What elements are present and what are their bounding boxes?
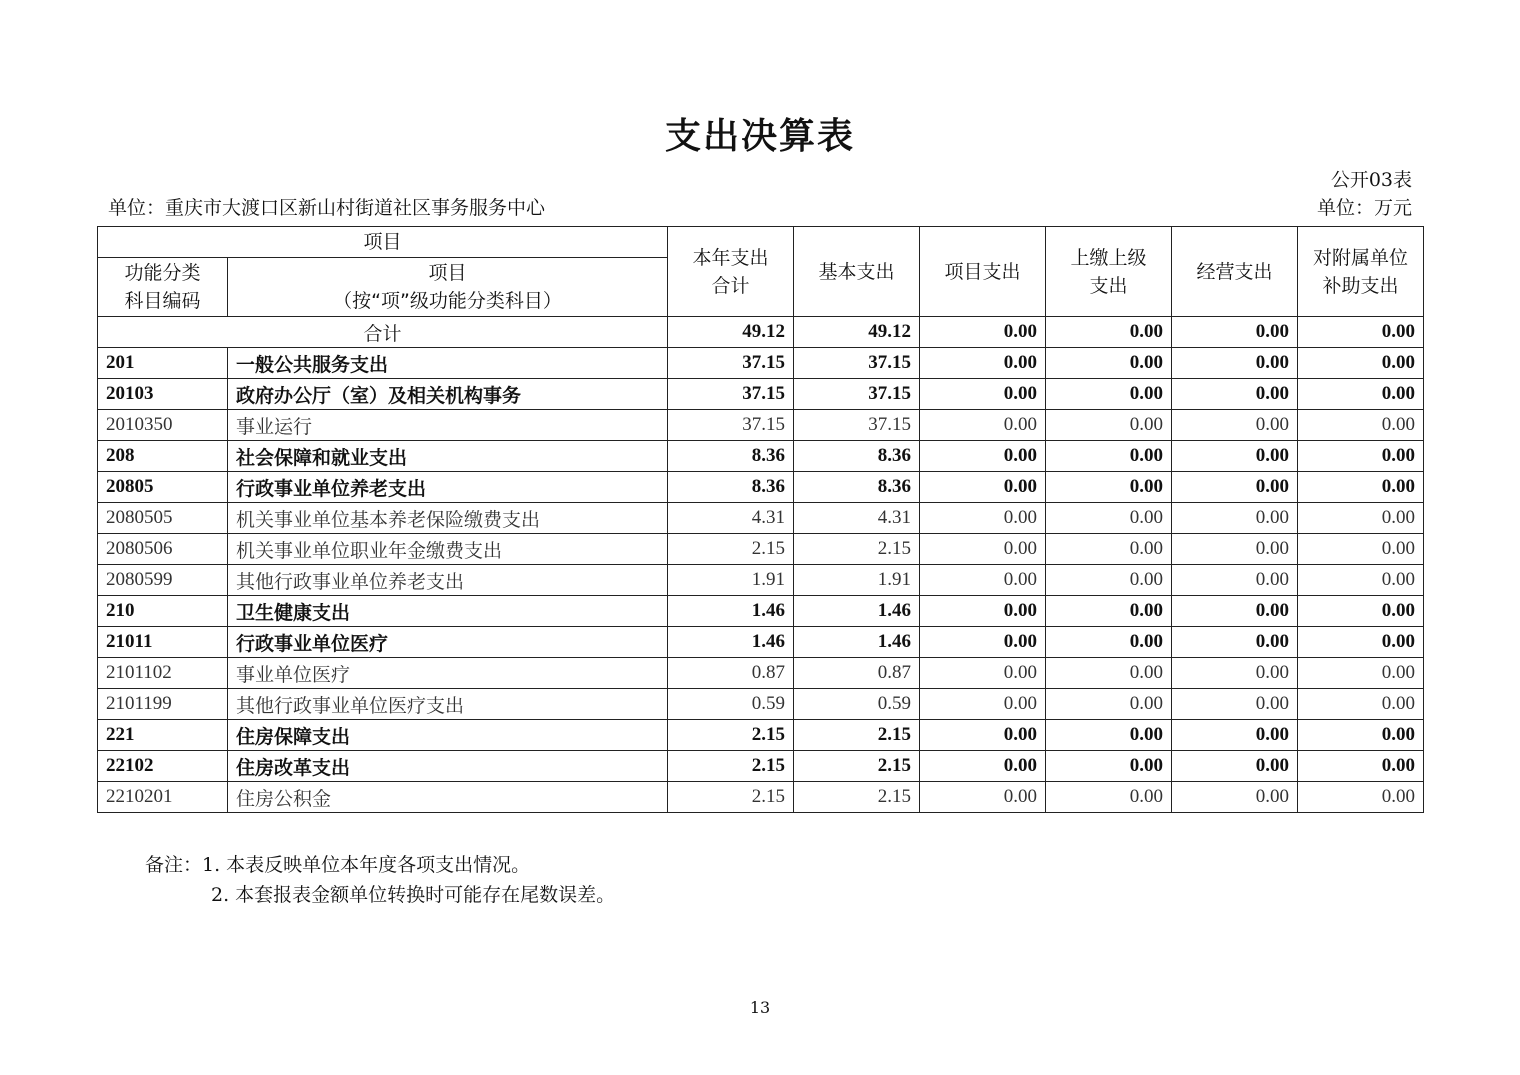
cell-value: 0.00 <box>1172 782 1298 813</box>
cell-value: 0.00 <box>1298 441 1424 472</box>
cell-value: 4.31 <box>794 503 920 534</box>
cell-value: 2.15 <box>668 534 794 565</box>
row-code: 2210201 <box>98 782 228 813</box>
cell-value: 0.00 <box>1046 472 1172 503</box>
cell-value: 0.00 <box>1046 782 1172 813</box>
table-row <box>98 751 1424 782</box>
cell-value: 0.00 <box>1046 410 1172 441</box>
cell-value: 2.15 <box>794 720 920 751</box>
cell-value: 0.87 <box>794 658 920 689</box>
cell-value: 0.00 <box>1298 534 1424 565</box>
cell-value: 0.00 <box>920 503 1046 534</box>
table-row <box>98 534 1424 565</box>
cell-value: 0.00 <box>1298 627 1424 658</box>
row-name: 事业运行 <box>228 410 668 441</box>
cell-value: 0.00 <box>1046 441 1172 472</box>
cell-value: 0.00 <box>920 565 1046 596</box>
row-name: 一般公共服务支出 <box>228 348 668 379</box>
cell-value: 0.00 <box>1172 410 1298 441</box>
row-name: 机关事业单位职业年金缴费支出 <box>228 534 668 565</box>
cell-value: 0.00 <box>1046 720 1172 751</box>
cell-value: 0.00 <box>1172 441 1298 472</box>
cell-value: 0.00 <box>1298 782 1424 813</box>
table-row <box>98 503 1424 534</box>
cell-value: 0.00 <box>1172 658 1298 689</box>
cell-value: 0.00 <box>1298 317 1424 348</box>
cell-value: 0.00 <box>920 472 1046 503</box>
cell-value: 37.15 <box>668 348 794 379</box>
cell-value: 0.00 <box>1046 379 1172 410</box>
row-name: 行政事业单位养老支出 <box>228 472 668 503</box>
cell-value: 0.00 <box>920 627 1046 658</box>
table-row <box>98 472 1424 503</box>
cell-value: 1.46 <box>794 627 920 658</box>
cell-value: 0.00 <box>920 379 1046 410</box>
row-code: 210 <box>98 596 228 627</box>
header-upper-level: 上缴上级 支出 <box>1046 227 1172 317</box>
row-code: 2080599 <box>98 565 228 596</box>
cell-value: 1.46 <box>794 596 920 627</box>
header-basic: 基本支出 <box>794 227 920 317</box>
cell-value: 0.00 <box>920 689 1046 720</box>
cell-value: 0.00 <box>1046 627 1172 658</box>
page-number: 13 <box>749 998 771 1017</box>
header-row-1 <box>98 227 1424 258</box>
row-name: 政府办公厅（室）及相关机构事务 <box>228 379 668 410</box>
cell-value: 0.00 <box>1298 410 1424 441</box>
cell-value: 1.46 <box>668 596 794 627</box>
cell-value: 0.00 <box>1298 596 1424 627</box>
cell-value: 0.00 <box>1172 751 1298 782</box>
row-code: 2080505 <box>98 503 228 534</box>
cell-value: 0.00 <box>1172 503 1298 534</box>
cell-value: 0.00 <box>920 751 1046 782</box>
cell-value: 0.00 <box>1298 720 1424 751</box>
cell-value: 0.59 <box>668 689 794 720</box>
expenditure-table <box>97 226 1424 813</box>
cell-value: 1.46 <box>668 627 794 658</box>
cell-value: 0.00 <box>1172 379 1298 410</box>
cell-value: 8.36 <box>794 472 920 503</box>
cell-value: 2.15 <box>668 720 794 751</box>
cell-value: 37.15 <box>668 410 794 441</box>
row-name: 住房保障支出 <box>228 720 668 751</box>
cell-value: 37.15 <box>668 379 794 410</box>
cell-value: 0.00 <box>1298 751 1424 782</box>
cell-value: 0.00 <box>920 720 1046 751</box>
cell-value: 0.00 <box>1046 751 1172 782</box>
cell-value: 0.00 <box>1298 348 1424 379</box>
table-row <box>98 410 1424 441</box>
row-name: 住房改革支出 <box>228 751 668 782</box>
row-code: 2010350 <box>98 410 228 441</box>
cell-value: 37.15 <box>794 379 920 410</box>
cell-value: 0.00 <box>1046 689 1172 720</box>
cell-value: 0.00 <box>920 782 1046 813</box>
cell-value: 8.36 <box>668 472 794 503</box>
header-item: 项目 （按“项”级功能分类科目） <box>228 258 668 317</box>
row-code: 21011 <box>98 627 228 658</box>
cell-value: 0.00 <box>1298 689 1424 720</box>
header-project: 项目 <box>98 227 668 258</box>
row-name: 卫生健康支出 <box>228 596 668 627</box>
cell-value: 0.00 <box>1172 596 1298 627</box>
cell-value: 0.00 <box>920 410 1046 441</box>
row-name: 机关事业单位基本养老保险缴费支出 <box>228 503 668 534</box>
table-row <box>98 565 1424 596</box>
cell-value: 0.00 <box>1172 720 1298 751</box>
cell-value: 0.00 <box>1046 503 1172 534</box>
cell-value: 49.12 <box>668 317 794 348</box>
table-row <box>98 441 1424 472</box>
cell-value: 0.87 <box>668 658 794 689</box>
cell-value: 2.15 <box>668 751 794 782</box>
row-code: 20103 <box>98 379 228 410</box>
table-row <box>98 627 1424 658</box>
note-line-1: 备注：1. 本表反映单位本年度各项支出情况。 <box>145 854 531 876</box>
table-row <box>98 348 1424 379</box>
cell-value: 0.00 <box>1046 534 1172 565</box>
currency-unit: 单位：万元 <box>1316 197 1412 219</box>
row-name: 其他行政事业单位医疗支出 <box>228 689 668 720</box>
row-name: 住房公积金 <box>228 782 668 813</box>
page-title: 支出决算表 <box>664 116 855 157</box>
cell-value: 0.00 <box>1172 627 1298 658</box>
row-name: 行政事业单位医疗 <box>228 627 668 658</box>
table-row <box>98 658 1424 689</box>
form-number: 公开03表 <box>1330 169 1412 191</box>
cell-value: 0.00 <box>920 441 1046 472</box>
note-line-2: 2. 本套报表金额单位转换时可能存在尾数误差。 <box>211 884 616 906</box>
cell-value: 0.00 <box>1172 689 1298 720</box>
cell-value: 0.00 <box>1298 503 1424 534</box>
cell-value: 4.31 <box>668 503 794 534</box>
cell-value: 0.00 <box>1172 565 1298 596</box>
cell-value: 8.36 <box>794 441 920 472</box>
table-row <box>98 596 1424 627</box>
row-code: 201 <box>98 348 228 379</box>
cell-value: 37.15 <box>794 348 920 379</box>
cell-value: 0.00 <box>1046 596 1172 627</box>
row-code: 2101199 <box>98 689 228 720</box>
cell-value: 2.15 <box>668 782 794 813</box>
row-name: 社会保障和就业支出 <box>228 441 668 472</box>
table-row <box>98 782 1424 813</box>
row-name: 其他行政事业单位养老支出 <box>228 565 668 596</box>
cell-value: 0.00 <box>1172 534 1298 565</box>
total-label: 合计 <box>98 317 668 348</box>
row-code: 221 <box>98 720 228 751</box>
table-row <box>98 720 1424 751</box>
cell-value: 0.00 <box>920 317 1046 348</box>
header-operating: 经营支出 <box>1172 227 1298 317</box>
table-row <box>98 689 1424 720</box>
header-code: 功能分类 科目编码 <box>98 258 228 317</box>
cell-value: 37.15 <box>794 410 920 441</box>
notes <box>145 850 615 910</box>
row-code: 2080506 <box>98 534 228 565</box>
header-project-expenditure: 项目支出 <box>920 227 1046 317</box>
row-code: 2101102 <box>98 658 228 689</box>
row-code: 20805 <box>98 472 228 503</box>
cell-value: 2.15 <box>794 534 920 565</box>
cell-value: 0.00 <box>1172 348 1298 379</box>
cell-value: 0.00 <box>1298 565 1424 596</box>
cell-value: 0.00 <box>1046 348 1172 379</box>
cell-value: 2.15 <box>794 751 920 782</box>
header-subsidy: 对附属单位 补助支出 <box>1298 227 1424 317</box>
row-code: 22102 <box>98 751 228 782</box>
row-code: 208 <box>98 441 228 472</box>
cell-value: 0.00 <box>1172 317 1298 348</box>
cell-value: 0.59 <box>794 689 920 720</box>
cell-value: 1.91 <box>794 565 920 596</box>
cell-value: 0.00 <box>920 658 1046 689</box>
cell-value: 0.00 <box>1298 658 1424 689</box>
cell-value: 2.15 <box>794 782 920 813</box>
reporting-unit: 单位：重庆市大渡口区新山村街道社区事务服务中心 <box>108 197 546 219</box>
total-row <box>98 317 1424 348</box>
cell-value: 0.00 <box>920 596 1046 627</box>
cell-value: 0.00 <box>1046 565 1172 596</box>
row-name: 事业单位医疗 <box>228 658 668 689</box>
cell-value: 0.00 <box>1046 317 1172 348</box>
header-total: 本年支出 合计 <box>668 227 794 317</box>
cell-value: 0.00 <box>920 348 1046 379</box>
cell-value: 0.00 <box>1298 472 1424 503</box>
cell-value: 49.12 <box>794 317 920 348</box>
cell-value: 0.00 <box>1172 472 1298 503</box>
cell-value: 0.00 <box>920 534 1046 565</box>
cell-value: 1.91 <box>668 565 794 596</box>
cell-value: 0.00 <box>1046 658 1172 689</box>
cell-value: 8.36 <box>668 441 794 472</box>
cell-value: 0.00 <box>1298 379 1424 410</box>
table-row <box>98 379 1424 410</box>
